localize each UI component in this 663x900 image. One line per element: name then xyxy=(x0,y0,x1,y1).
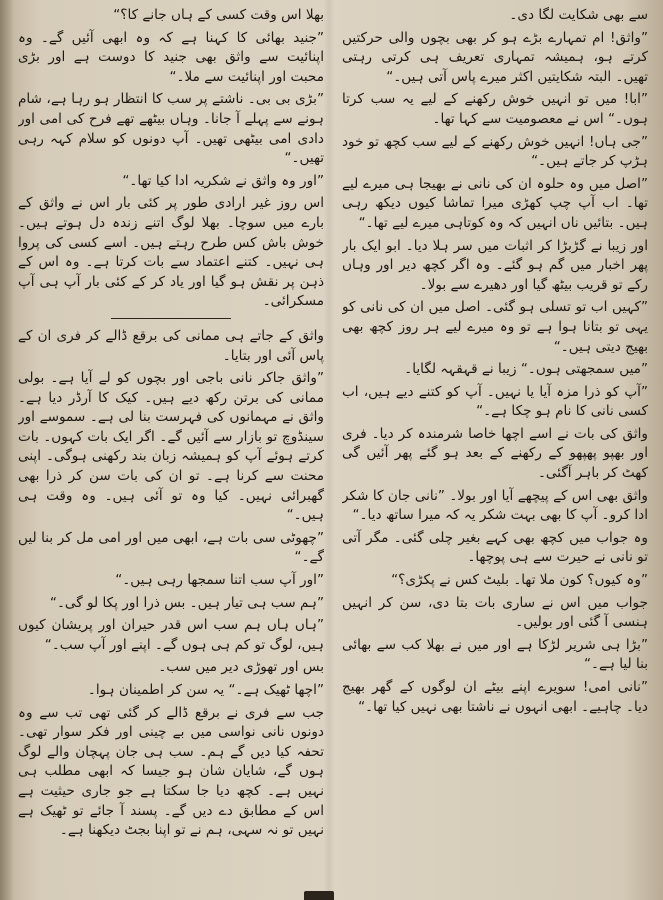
paragraph: ”اچھا ٹھیک ہے۔“ یہ سن کر اطمینان ہوا۔ xyxy=(87,682,324,698)
column-gutter xyxy=(324,0,334,900)
paragraph: جواب میں اس نے ساری بات بتا دی، سن کر انہیں ہنسی آ گئی اور بولیں۔ xyxy=(342,594,648,631)
paragraph: ”واثق جاکر نانی باجی اور بچوں کو لے آیا ہے۔ بولی ممانی کی برتن رکھ دیے ہیں۔ کیک کا آرڈر دیا ہے۔ واثق نے مہمانوں کی فہرست بنا لی ہے۔ سموسے اور سینڈوچ تو بازار سے آئیں گے۔ اگر ایک بات کہوں۔ بات کرتے ہوئے آپ کو ہمیشہ زبان بند رکھنی ہوگی۔ اپنی محنت سے کرنا ہے۔ تو ان کی بات سن کر ذرا بھی گھبرائی نہیں۔ کیا وہ تو آئی ہیں۔ وہ وقت ہی ہیں۔“ xyxy=(18,370,324,524)
paragraph: ”میں سمجھتی ہوں۔“ زیبا نے قہقہہ لگایا۔ xyxy=(404,361,648,378)
paragraph: ”بڑا ہی شریر لڑکا ہے اور میں نے بھلا کب سے بھائی بنا لیا ہے۔“ xyxy=(342,636,648,673)
paragraph: بھلا اس وقت کسی کے ہاں جانے کا؟“ xyxy=(113,7,324,23)
section-divider xyxy=(111,318,231,319)
paragraph: ”چھوٹی سی بات ہے، ابھی میں اور امی مل کر بنا لیں گے۔“ xyxy=(18,529,324,566)
page-binding-shadow xyxy=(0,0,14,900)
paragraph: واثق کے جاتے ہی ممانی کی برقع ڈالے کر فری ان کے پاس آئی اور بتایا۔ xyxy=(18,327,324,364)
page-bottom-tab xyxy=(304,891,334,900)
paragraph: ”جی ہاں! انہیں خوش رکھنے کے لیے سب کچھ تو خود ہڑپ کر جاتے ہیں۔“ xyxy=(342,133,648,170)
paragraph: سے بھی شکایت لگا دی۔ xyxy=(509,7,648,23)
paragraph: ”واثق! ام تمہارے بڑے ہو کر بھی بچوں والی حرکتیں کرتے ہو، ہمیشہ تمہاری تعریف ہی کرتی رہتی تھیں۔ البتہ شکایتیں اکثر میرے پاس آتی ہیں۔“ xyxy=(342,29,648,85)
paragraph: ”نانی امی! سویرے اپنے بیٹے ان لوگوں کے گھر بھیج دیا۔ چاہیے۔ ابھی انہوں نے ناشتا بھی نہیں کیا تھا۔“ xyxy=(342,679,648,715)
paragraph: اس روز غیر ارادی طور پر کئی بار اس نے واثق کے بارے میں سوچا۔ بھلا لوگ اتنے زندہ دل ہوتے ہیں۔ خوش باش کس طرح رہتے ہیں۔ اسے کسی کی پروا ہی نہیں۔ کتنے اعتماد سے بات کرتا ہے۔ وہ اس کے ذہن پر نقش ہو گیا اور یاد کر کے کئی بار آپ ہی آپ مسکرائی۔ xyxy=(18,195,324,310)
paragraph: ”وہ کیوں؟ کون ملا تھا۔ بلیٹ کس نے پکڑی؟“ xyxy=(391,572,648,589)
paragraph: ”کہیں اب تو تسلی ہو گئی۔ اصل میں ان کی نانی کو یہی تو بتانا ہوا ہے تو وہ میرے لیے ہر روز کچھ بھی بھیج دیتی ہیں۔“ xyxy=(342,299,648,355)
paragraph: واثق بھی اس کے پیچھے آیا اور بولا۔ ”نانی جان کا شکر ادا کرو۔ آپ کا بھی بہت شکر یہ کہ میرا ساتھ دیا۔“ xyxy=(342,487,648,524)
paragraph: اور زیبا نے گڑبڑا کر اثبات میں سر ہلا دیا۔ ابو ایک بار پھر اخبار میں گم ہو گئے۔ وہ اگر کچھ دیر اور وہاں رکے تو قریب بیٹھ گیا اور دھیرے سے بولا۔ xyxy=(342,237,648,293)
paragraph: ”آپ کو ذرا مزہ آیا یا نہیں۔ آپ کو کتنے دیے ہیں، اب کسی نانی کا نام ہو چکا ہے۔“ xyxy=(342,383,648,420)
right-text-column xyxy=(342,6,648,890)
paragraph: ”اصل میں وہ حلوہ ان کی نانی نے بھیجا ہی میرے لیے تھا۔ اب آپ چپ کھڑی میرا تماشا کیوں دیکھ رہی ہیں۔ بتائیں ناں انہیں کہ وہ کوتاہی میرے لیے تھا۔“ xyxy=(342,175,648,231)
paragraph: ”جنید بھائی کا کہنا ہے کہ وہ ابھی آئیں گے۔ وہ اپنائیت سے واثق بھی جنید کا دوست ہے اور بڑی محبت اور اپنائیت سے ملا۔“ xyxy=(18,29,324,85)
paragraph: ”ہاں ہاں ہم سب اس قدر حیران اور پریشان کیوں ہیں، لوگ تو کم ہی ہوں گے۔ اپنے اور آپ سب۔“ xyxy=(18,617,324,653)
paragraph: ”ابا! میں تو انہیں خوش رکھنے کے لیے یہ سب کرتا ہوں۔“ اس نے معصومیت سے کہا تھا۔ xyxy=(342,91,648,127)
paragraph: جب سے فری نے برقع ڈالے کر گئی تھی تب سے وہ دونوں نانی نواسی میں بے چینی اور فکر سوار تھی۔ تحفہ کیا دیں گے ہم۔ سب ہی جان پہچان والے لوگ ہوں گے، شایان شان ہو جیسا کہ ابھی مطلب ہی نہیں ہے۔ کچھ دیا جا سکتا ہے جو جاری حیثیت ہے اس کے مطابق دے دیں گے۔ پسند آ جائے تو ٹھیک ہے نہیں تو نہ سہی، ہم نے تو اپنا بجٹ دیکھنا ہے۔ xyxy=(18,704,324,839)
paragraph: واثق کی بات نے اسے اچھا خاصا شرمندہ کر دیا۔ فری اور بھپو پھپھو کے رکھنے کے بعد ہو گئے پھر آئیں گی کھٹ کر باہر آگئی۔ xyxy=(342,425,648,482)
paragraph: ”اور وہ واثق نے شکریہ ادا کیا تھا۔“ xyxy=(122,172,324,189)
paragraph: ”بڑی بی بی۔ ناشتے پر سب کا انتظار ہو رہا ہے، شام ہونے سے پہلے آ جانا۔ وہاں بیٹھے تھے فرح کی امی اور دادی امی بیٹھی تھیں۔ آپ دونوں کو سلام کہہ رہی تھیں۔“ xyxy=(18,91,324,167)
paragraph: ”ہم سب ہی تیار ہیں۔ بس ذرا اور پکا لو گی۔“ xyxy=(49,594,324,611)
left-text-column xyxy=(18,6,324,890)
paragraph: بس اور تھوڑی دیر میں سب۔ xyxy=(158,659,324,676)
paragraph: ”اور آپ سب اتنا سمجھا رہی ہیں۔“ xyxy=(115,572,324,589)
paragraph: وہ جواب میں کچھ بھی کہے بغیر چلی گئی۔ مگر آتی تو نانی نے حیرت سے ہی پوچھا۔ xyxy=(342,529,648,566)
